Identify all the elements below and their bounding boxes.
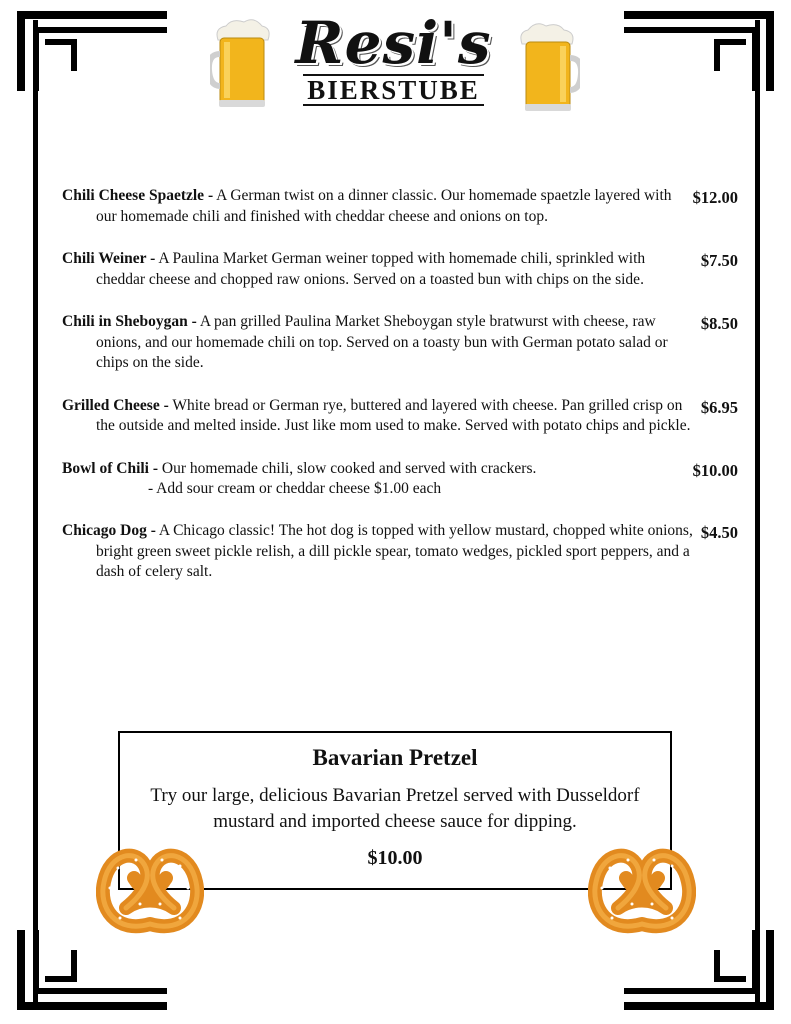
menu-item-name: Grilled Cheese - bbox=[62, 396, 169, 414]
menu-item-price: $6.95 bbox=[700, 397, 738, 417]
menu-item-name: Chili Cheese Spaetzle - bbox=[62, 187, 214, 204]
menu-item-description: White bread or German rye, buttered and layered with cheese. Pan grilled crisp on the outside and melted inside. Just like mom used to make. Served with potato chips and pickle. bbox=[96, 396, 691, 434]
menu-item-note: - Add sour cream or cheddar cheese $1.00 each bbox=[148, 480, 442, 497]
menu-item-description: A Chicago classic! The hot dog is topped with yellow mustard, chopped white onions, bright green sweet pickle relish, a dill pickle spear, tomato wedges, pickled sport peppers, and a dash of celery salt. bbox=[96, 522, 693, 580]
menu-item-price: $8.50 bbox=[700, 314, 738, 333]
special-title: Bavarian Pretzel bbox=[312, 745, 478, 770]
menu-item-price: $7.50 bbox=[700, 251, 738, 270]
menu-item-text bbox=[62, 312, 696, 374]
corner-ornament-bottom-right bbox=[624, 930, 774, 1010]
pretzel-icon bbox=[96, 838, 204, 934]
menu-item-name: Chicago Dog - bbox=[62, 522, 156, 539]
menu-item bbox=[62, 312, 742, 374]
menu-item-description: A pan grilled Paulina Market Sheboygan style bratwurst with cheese, raw onions, and our homemade chili on top. Served on a toasty bun with German potato salad or chips on the side. bbox=[96, 313, 668, 371]
page-border-left bbox=[33, 20, 38, 1005]
menu-item bbox=[62, 186, 742, 227]
special-description: Try our large, delicious Bavarian Pretzel served with Dusseldorf mustard and imported cheese sauce for dipping. bbox=[150, 785, 640, 832]
page-border-right bbox=[755, 20, 760, 1005]
menu-item-text bbox=[62, 459, 696, 480]
menu-item bbox=[62, 459, 742, 500]
menu-item-description: Our homemade chili, slow cooked and served with crackers. bbox=[158, 459, 537, 477]
menu-list bbox=[62, 186, 742, 605]
logo-subtitle: BIERSTUBE bbox=[303, 74, 484, 106]
menu-item-text bbox=[62, 186, 696, 227]
menu-item-text bbox=[62, 396, 696, 437]
menu-item bbox=[62, 396, 742, 437]
menu-item-name: Bowl of Chili - bbox=[62, 459, 159, 477]
corner-ornament-top-left bbox=[17, 11, 167, 91]
logo-script: Resi's bbox=[295, 9, 492, 77]
menu-item bbox=[62, 521, 742, 583]
menu-item bbox=[62, 249, 742, 290]
menu-item-price: $10.00 bbox=[692, 460, 738, 480]
menu-item-name: Chili Weiner - bbox=[62, 250, 156, 267]
menu-item-text bbox=[62, 521, 696, 583]
menu-item-price: $12.00 bbox=[692, 188, 738, 207]
beer-mug-icon bbox=[510, 22, 580, 114]
menu-item-description: A Paulina Market German weiner topped with homemade chili, sprinkled with cheddar cheese and chopped raw onions. Served on a toasted bun with chips on the side. bbox=[96, 250, 646, 288]
menu-item-description: A German twist on a dinner classic. Our homemade spaetzle layered with our homemade chili and finished with cheddar cheese and onions on top. bbox=[96, 187, 672, 225]
pretzel-icon bbox=[588, 838, 696, 934]
menu-item-text bbox=[62, 249, 696, 290]
special-price: $10.00 bbox=[367, 847, 423, 869]
menu-item-name: Chili in Sheboygan - bbox=[62, 313, 197, 330]
corner-ornament-bottom-left bbox=[17, 930, 167, 1010]
restaurant-logo bbox=[286, 9, 501, 112]
corner-ornament-top-right bbox=[624, 11, 774, 91]
menu-item-price: $4.50 bbox=[700, 523, 738, 542]
beer-mug-icon bbox=[210, 18, 280, 110]
